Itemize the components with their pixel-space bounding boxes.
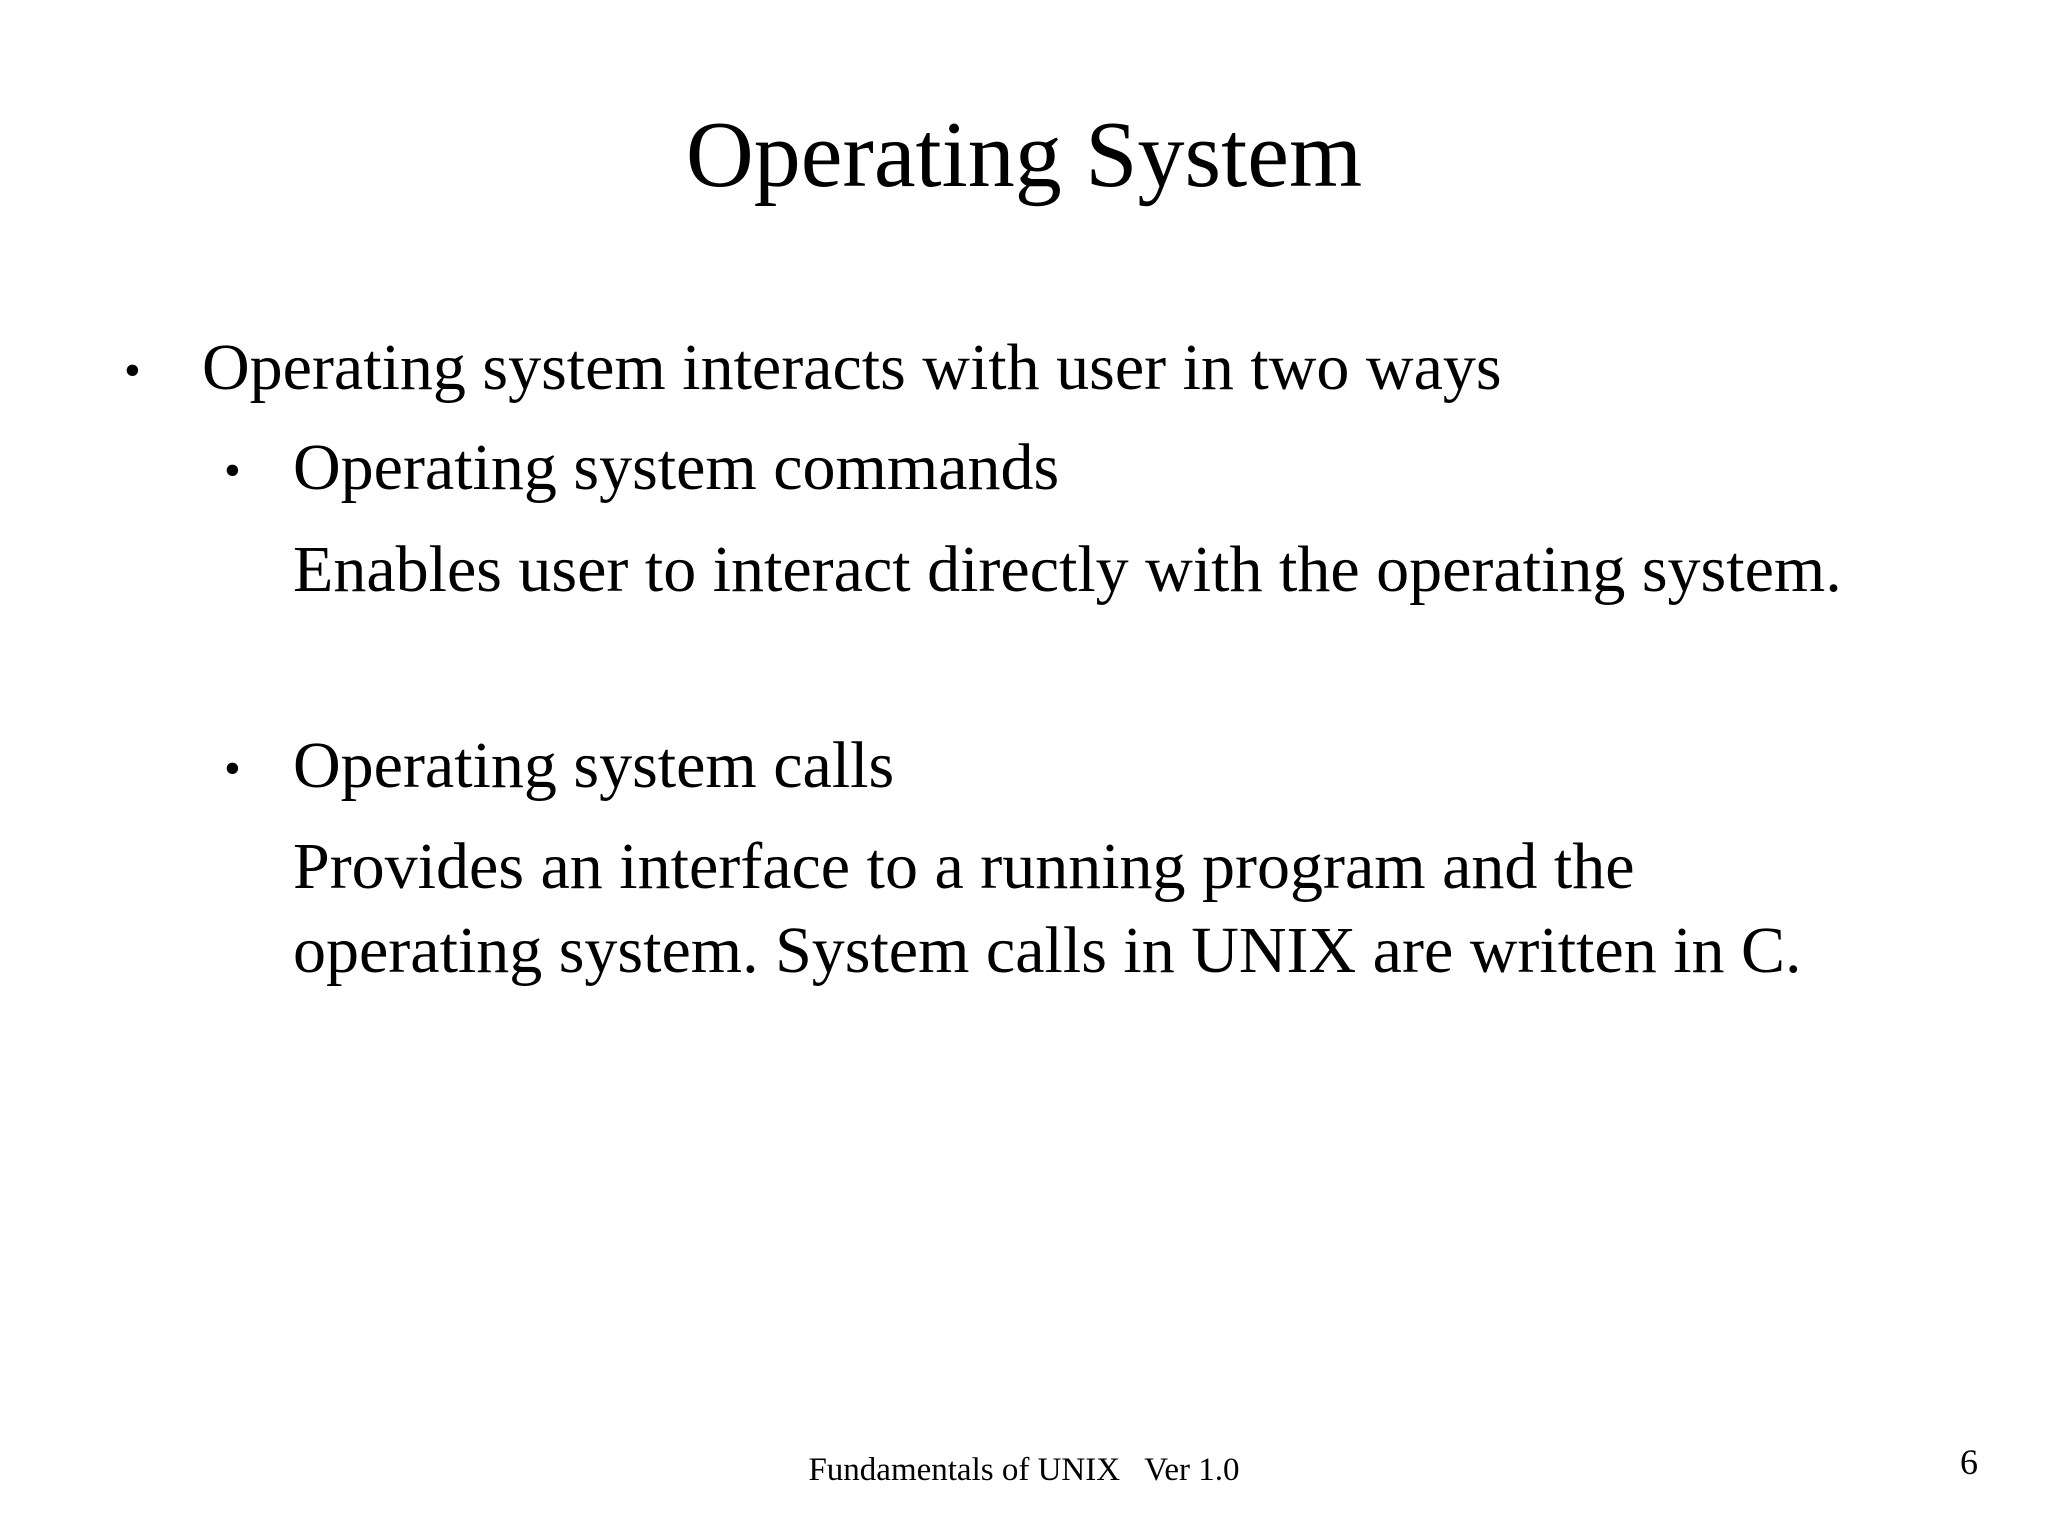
sub-bullet-commands-description: Enables user to interact directly with the operating system. xyxy=(293,533,1842,606)
sub-bullet-calls-label: Operating system calls xyxy=(293,729,895,802)
page-number: 6 xyxy=(1960,1442,1978,1482)
sub-bullet-calls-description-line2: operating system. System calls in UNIX are written in C. xyxy=(293,914,1802,987)
bullet-icon: • xyxy=(224,742,241,795)
bullet-icon: • xyxy=(224,444,241,497)
bullet-icon: • xyxy=(124,344,141,397)
slide-title: Operating System xyxy=(685,103,1363,207)
bullet-main-text: Operating system interacts with user in two ways xyxy=(202,331,1502,404)
footer-text: Fundamentals of UNIX Ver 1.0 xyxy=(808,1452,1240,1488)
sub-bullet-commands-label: Operating system commands xyxy=(293,431,1060,504)
sub-bullet-calls-description-line1: Provides an interface to a running program and the xyxy=(293,830,1635,903)
